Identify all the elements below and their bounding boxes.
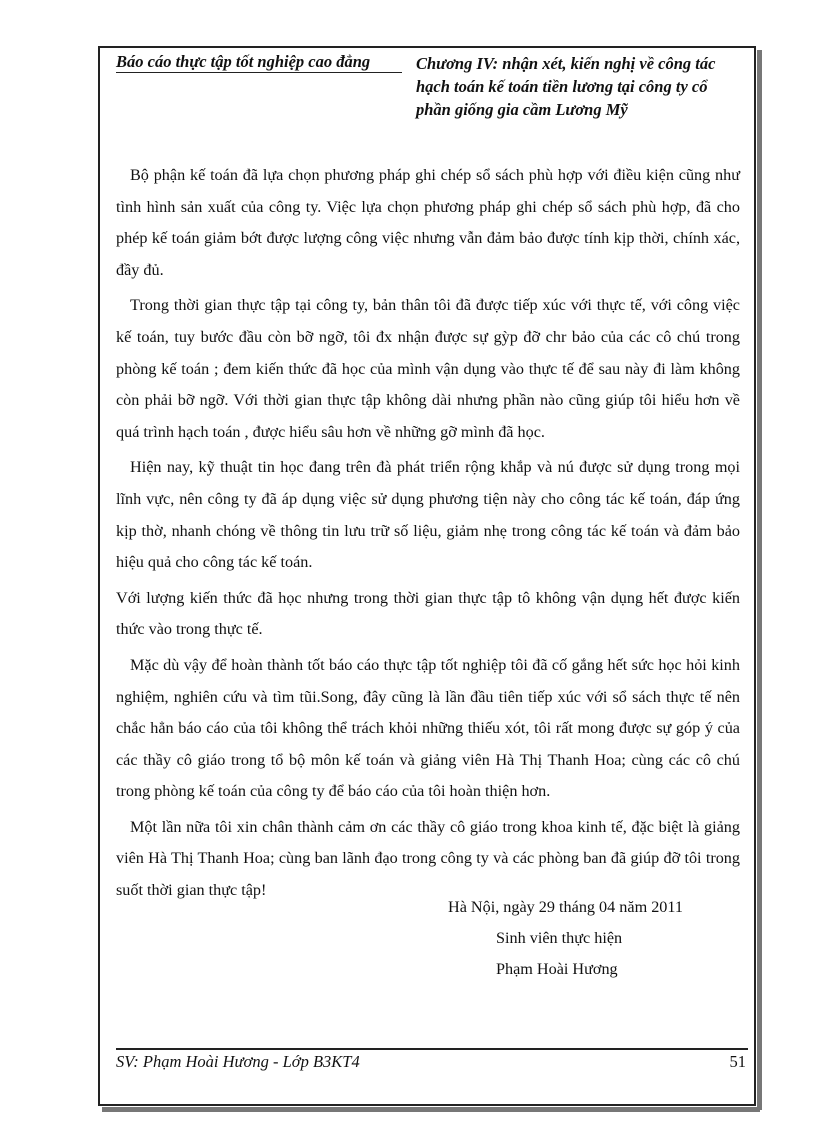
header-report-title: Báo cáo thực tập tốt nghiệp cao đẳng xyxy=(116,52,371,71)
border-shadow-right xyxy=(757,50,762,1110)
paragraph: Hiện nay, kỹ thuật tin học đang trên đà phát triển rộng khắp và nú được sử dụng trong mọi lĩnh vực, nên công ty đã áp dụng việc sử dụng phương tiện này cho công tác kế toán, đáp ứng kịp thờ, nhanh chóng về thông tin lưu trữ số liệu, giảm nhẹ trong công tác kế toán và đảm bảo hiệu quả cho công tác kế toán. xyxy=(116,458,740,572)
paragraph: Với lượng kiến thức đã học nhưng trong thời gian thực tập tô không vận dụng hết được kiến thức vào trong thực tế. xyxy=(116,588,740,639)
border-right xyxy=(754,46,756,1106)
border-bottom xyxy=(98,1104,756,1106)
paragraph: Mặc dù vậy để hoàn thành tốt báo cáo thực tập tốt nghiệp tôi đã cố gắng hết sức học hỏi kinh nghiệm, nghiên cứu và tìm tũi.Song, đây cũng là lần đầu tiên tiếp xúc với sổ sách thực tế nên chắc hẳn báo cáo của tôi không thể trách khỏi những thiếu xót, tôi rất mong được sự góp ý của các thầy cô giáo trong tổ bộ môn kế toán và giảng viên Hà Thị Thanh Hoa; cùng các cô chú trong phòng kế toán của công ty để báo cáo của tôi hoàn thiện hơn. xyxy=(116,655,740,801)
page-header xyxy=(116,52,746,126)
header-chapter-title: Chương IV: nhận xét, kiến nghị về công tác hạch toán kế toán tiền lương tại công ty cổ phần giống gia cầm Lương Mỹ xyxy=(416,54,716,119)
page-number: 51 xyxy=(729,1052,746,1071)
place-date: Hà Nội, ngày 29 tháng 04 năm 2011 xyxy=(448,898,683,916)
paragraph: Bộ phận kế toán đã lựa chọn phương pháp ghi chép sổ sách phù hợp với điều kiện cũng như tình hình sản xuất của công ty. Việc lựa chọn phương pháp ghi chép sổ sách phù hợp, đã cho phép kế toán giảm bớt được lượng công việc nhưng vẫn đảm bảo được tính kịp thời, chính xác, đầy đủ. xyxy=(116,166,740,279)
footer-student-info: SV: Phạm Hoài Hương - Lớp B3KT4 xyxy=(116,1052,360,1071)
paragraph: Trong thời gian thực tập tại công ty, bản thân tôi đã được tiếp xúc với thực tế, với công việc kế toán, tuy bước đầu còn bỡ ngỡ, tôi đx nhận được sự gỳp đỡ chr bảo của các cô chú trong phòng kế toán ; đem kiến thức đã học của mình vận dụng vào thực tế để sau này đi làm không còn phải bỡ ngỡ. Với thời gian thực tập không dài nhưng phần nào cũng giúp tôi hiểu hơn về quá trình hạch toán , được hiểu sâu hơn về những gỡ mình đã học. xyxy=(116,296,740,441)
border-top xyxy=(98,46,756,48)
signer-name: Phạm Hoài Hương xyxy=(496,960,618,978)
signer-role: Sinh viên thực hiện xyxy=(496,929,623,947)
border-left xyxy=(98,46,100,1106)
signature-block xyxy=(448,892,683,985)
border-shadow-bottom xyxy=(102,1107,760,1112)
body-text xyxy=(116,160,740,911)
header-underline xyxy=(116,72,402,73)
footer-rule xyxy=(116,1048,748,1050)
paragraph: Một lần nữa tôi xin chân thành cảm ơn các thầy cô giáo trong khoa kinh tế, đặc biệt là giảng viên Hà Thị Thanh Hoa; cùng ban lãnh đạo trong công ty và các phòng ban đã giúp đỡ tôi trong suốt thời gian thực tập! xyxy=(116,817,740,900)
